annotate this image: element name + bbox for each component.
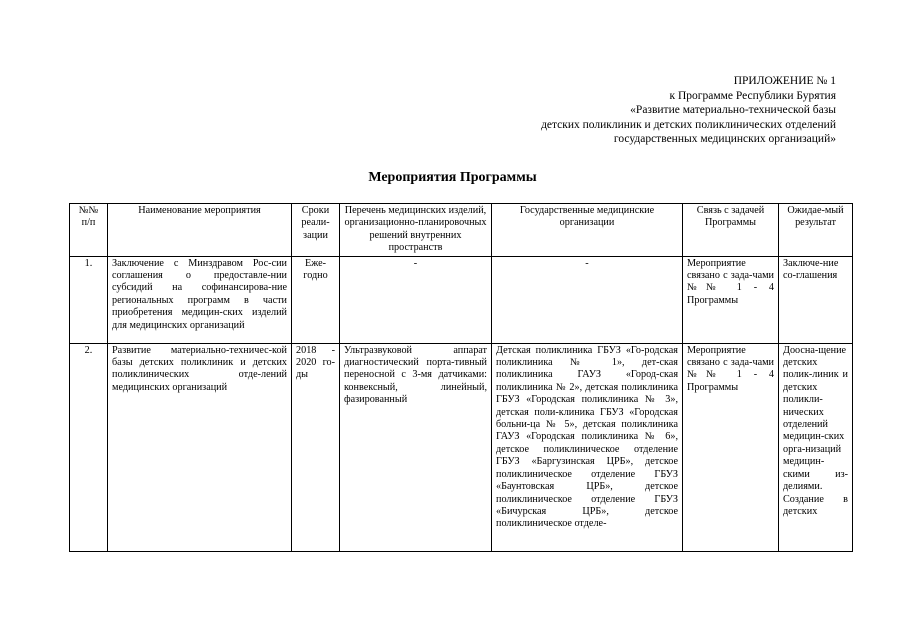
cell-name: Заключение с Минздравом Рос-сии соглашения о предоставле-нии субсидий на софинансирова-ние региональных программ в части приобретения медицин-ских изделий для медицинских организаций (108, 256, 292, 343)
appendix-header (541, 74, 836, 147)
cell-period: 2018 - 2020 го-ды (292, 343, 340, 551)
cell-num: 2. (70, 343, 108, 551)
table-row (70, 343, 853, 551)
appendix-line: «Развитие материально-технической базы (630, 104, 836, 117)
cell-period: Еже-годно (292, 256, 340, 343)
cell-name: Развитие материально-техничес-кой базы детских поликлиник и детских поликлинических отде-лений медицинских организаций (108, 343, 292, 551)
header-cell-items: Перечень медицинских изделий, организационно-планировочных решений внутренних пространств (340, 204, 492, 257)
cell-link: Мероприятие связано с зада-чами №№ 1 - 4 Программы (683, 256, 779, 343)
measures-table (69, 203, 853, 552)
header-cell-result: Ожидае-мый результат (779, 204, 853, 257)
appendix-line: государственных медицинских организаций» (613, 133, 836, 146)
header-cell-num: №№ п/п (70, 204, 108, 257)
table-row (70, 256, 853, 343)
cell-items: - (340, 256, 492, 343)
header-cell-link: Связь с задачей Программы (683, 204, 779, 257)
cell-orgs: Детская поликлиника ГБУЗ «Го-родская поликлиника № 1», дет-ская поликлиника ГАУЗ «Город-ская поликлиника № 2», детская поликлиника ГБУЗ «Городская поликлиника № 3», детская поли-клиника ГБУЗ «Городская больни-ца № 5», детская поликлиника ГАУЗ «Городская поликлиника № 6», детское поликлиническое отделение ГБУЗ «Баргузинская ЦРБ», детское поликлиническое отделение ГБУЗ «Баунтовская ЦРБ», детское поликлиническое отделение ГБУЗ «Бичурская ЦРБ», детское поликлиническое отделе- (492, 343, 683, 551)
cell-items: Ультразвуковой аппарат диагностический порта-тивный переносной с 3-мя датчиками: конвексный, линейный, фазированный (340, 343, 492, 551)
table-header-row (70, 204, 853, 257)
cell-result: Доосна-щение детских полик-линик и детских поликли-нических отделений медицин-ских орга-низаций медицин-скими из-делиями. Создание в детских (779, 343, 853, 551)
appendix-line: к Программе Республики Бурятия (669, 89, 836, 102)
appendix-line: детских поликлиник и детских поликлинических отделений (541, 118, 836, 131)
page-title: Мероприятия Программы (368, 170, 537, 185)
cell-orgs: - (492, 256, 683, 343)
appendix-line: ПРИЛОЖЕНИЕ № 1 (733, 75, 836, 87)
cell-num: 1. (70, 256, 108, 343)
header-cell-name: Наименование мероприятия (108, 204, 292, 257)
header-cell-orgs: Государственные медицинские организации (492, 204, 683, 257)
header-cell-period: Сроки реали-зации (292, 204, 340, 257)
cell-result: Заключе-ние со-глашения (779, 256, 853, 343)
cell-link: Мероприятие связано с зада-чами №№ 1 - 4 Программы (683, 343, 779, 551)
